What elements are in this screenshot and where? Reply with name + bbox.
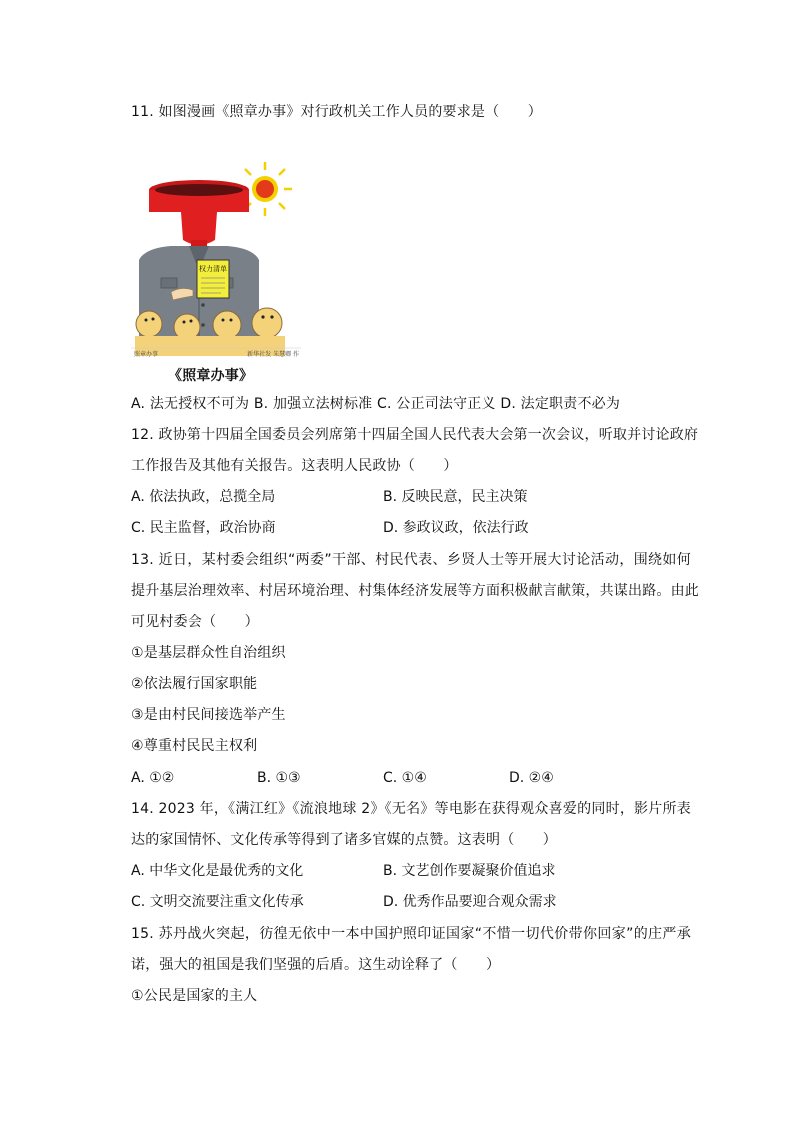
- q11-cartoon: [131, 160, 301, 360]
- q14-stem-line1: 14. 2023 年，《满江红》《流浪地球 2》《无名》等电影在获得观众喜爱的同时，影片所表: [131, 801, 691, 817]
- q13-item-4: ④尊重村民民主权利: [131, 738, 258, 754]
- power-list-sign: [197, 260, 229, 298]
- q13-stem-line2: 提升基层治理效率、村居环境治理、村集体经济发展等方面积极献言献策，共谋出路。由此: [131, 583, 699, 599]
- q12-stem-line1: 12. 政协第十四届全国委员会列席第十四届全国人民代表大会第一次会议，听取并讨论政府: [131, 427, 699, 443]
- q13-option-a: A. ①②: [131, 770, 175, 786]
- q13-item-2: ②依法履行国家职能: [131, 676, 258, 692]
- q13-option-d: D. ②④: [509, 770, 554, 786]
- q12-option-d: D. 参政议政，依法行政: [383, 520, 529, 536]
- q14-option-b: B. 文艺创作要凝聚价值追求: [383, 863, 556, 879]
- q15-stem-line2: 诺，强大的祖国是我们坚强的后盾。这生动诠释了（ ）: [131, 957, 501, 973]
- q14-option-d: D. 优秀作品要迎合观众需求: [383, 894, 557, 910]
- q11-stem: 11. 如图漫画《照章办事》对行政机关工作人员的要求是（ ）: [131, 104, 542, 120]
- q13-item-1: ①是基层群众性自治组织: [131, 645, 286, 661]
- q14-option-a: A. 中华文化是最优秀的文化: [131, 863, 304, 879]
- q14-option-c: C. 文明交流要注重文化传承: [131, 894, 304, 910]
- q13-stem-line1: 13. 近日，某村委会组织“两委”干部、村民代表、乡贤人士等开展大讨论活动，围绕如何: [131, 552, 691, 568]
- q13-option-c: C. ①④: [383, 770, 427, 786]
- q12-option-a: A. 依法执政，总揽全局: [131, 489, 276, 505]
- q11-options: A. 法无授权不可为 B. 加强立法树标准 C. 公正司法守正义 D. 法定职责不必为: [131, 396, 621, 412]
- sign-text: 权力清单: [199, 265, 227, 273]
- cartoon-illustration: [131, 160, 301, 360]
- q12-option-b: B. 反映民意，民主决策: [383, 489, 528, 505]
- q14-stem-line2: 达的家国情怀、文化传承等得到了诸多官媒的点赞。这表明（ ）: [131, 832, 557, 848]
- cartoon-footer-left: 照章办事: [134, 351, 159, 358]
- q13-item-3: ③是由村民间接选举产生: [131, 707, 286, 723]
- q15-item-1: ①公民是国家的主人: [131, 988, 258, 1004]
- q13-option-b: B. ①③: [257, 770, 301, 786]
- q12-stem-line2: 工作报告及其他有关报告。这表明人民政协（ ）: [131, 458, 458, 474]
- q11-caption: 《照章办事》: [168, 368, 254, 384]
- q15-stem-line1: 15. 苏丹战火突起，彷徨无依中一本中国护照印证国家“不惜一切代价带你回家”的庄严承: [131, 926, 691, 942]
- q12-option-c: C. 民主监督，政治协商: [131, 520, 276, 536]
- cartoon-footer-right: 新华社发 朱慧卿 作: [247, 351, 299, 358]
- q13-stem-line3: 可见村委会（ ）: [131, 614, 259, 630]
